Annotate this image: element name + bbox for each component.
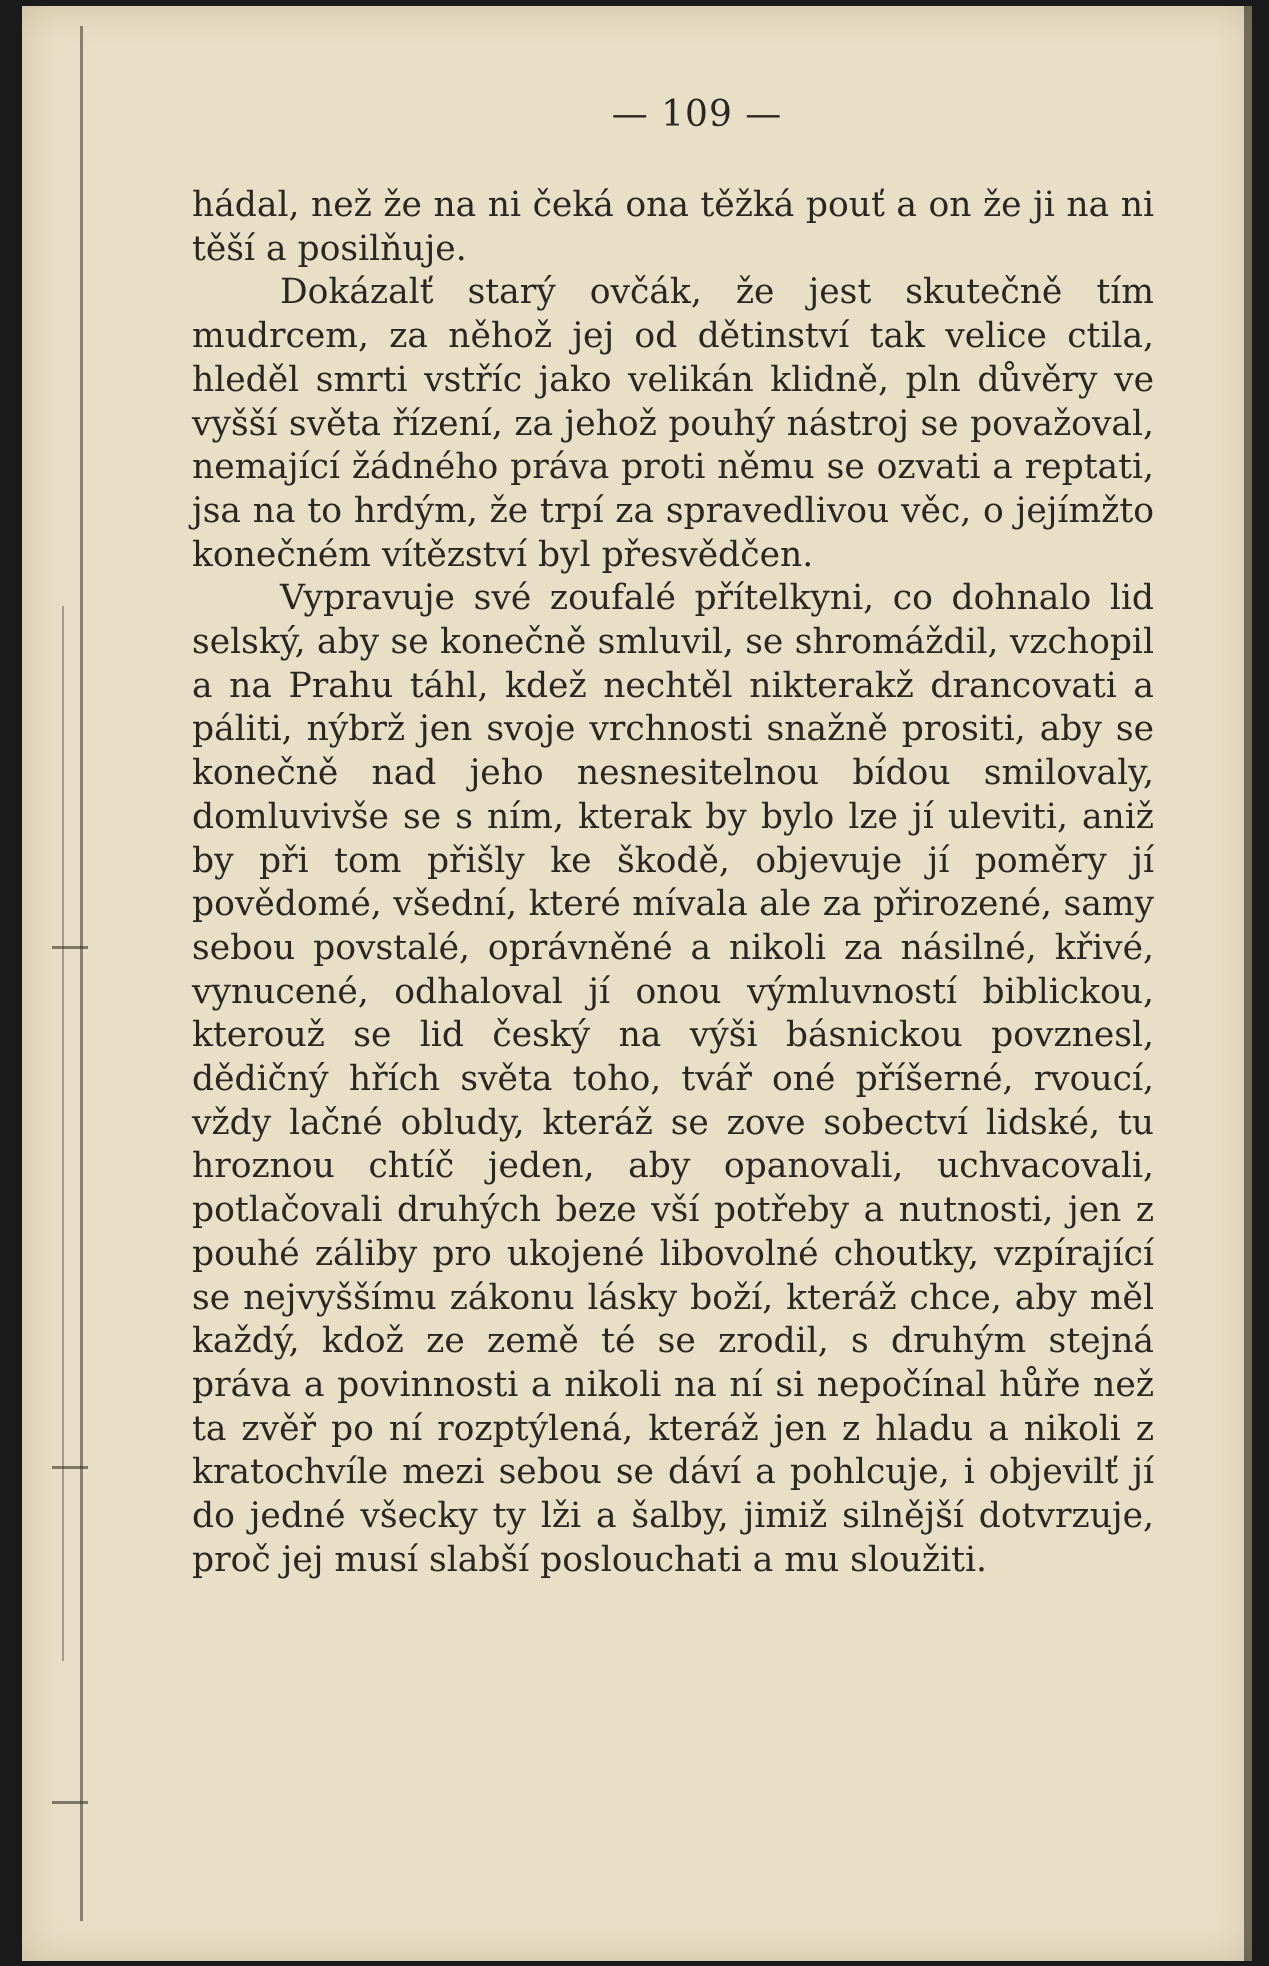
page-number: — 109 — — [611, 94, 783, 135]
margin-mark — [52, 1801, 88, 1804]
binding-shadow — [62, 606, 64, 1661]
body-text — [192, 184, 1154, 1583]
binding-edge — [80, 26, 83, 1921]
margin-mark — [52, 946, 88, 949]
page-edge — [1244, 6, 1252, 1961]
paragraph-3: Vypravuje své zoufalé přítelkyni, co dohnalo lid selský, aby se konečně smluvil, se shromáždil, vzchopil a na Prahu táhl, kdež nechtěl nikterakž drancovati a páliti, nýbrž jen svoje vrchnosti snažně prositi, aby se konečně nad jeho nesnesitelnou bídou smilovaly, domluvivše se s ním, kterak by bylo lze jí uleviti, aniž by při tom přišly ke škodě, objevuje jí poměry jí povědomé, všední, které mívala ale za přirozené, samy sebou povstalé, oprávněné a nikoli za násilné, křivé, vynucené, odhaloval jí onou výmluvností biblickou, kterouž se lid český na výši básnickou povznesl, dědičný hřích světa toho, tvář oné příšerné, rvoucí, vždy lačné obludy, kteráž se zove sobectví lidské, tu hroznou chtíč jeden, aby opanovali, uchvacovali, potlačovali druhých beze vší potřeby a nutnosti, jen z pouhé záliby pro ukojené libovolné choutky, vzpírající se nejvyššímu zákonu lásky boží, kteráž chce, aby měl každý, kdož ze země té se zrodil, s druhým stejná práva a povinnosti a nikoli na ní si nepočínal hůře než ta zvěř po ní rozptýlená, kteráž jen z hladu a nikoli z kratochvíle mezi sebou se dáví a pohlcuje, i objevilť jí do jedné všecky ty lži a šalby, jimiž silnější dotvrzuje, proč jej musí slabší poslouchati a mu sloužiti. — [192, 578, 1154, 1580]
book-page — [22, 6, 1252, 1961]
paragraph-2: Dokázalť starý ovčák, že jest skutečně tím mudrcem, za něhož jej od dětinství tak velice ctila, hleděl smrti vstříc jako velikán klidně, pln důvěry ve vyšší světa řízení, za jehož pouhý nástroj se považoval, nemající žádného práva proti němu se ozvati a reptati, jsa na to hrdým, že trpí za spravedlivou věc, o jejímžto konečném vítězství byl přesvědčen. — [192, 272, 1154, 575]
paragraph-1: hádal, než že na ni čeká ona těžká pouť a on že ji na ni těší a posilňuje. — [192, 185, 1154, 269]
margin-mark — [52, 1466, 88, 1469]
